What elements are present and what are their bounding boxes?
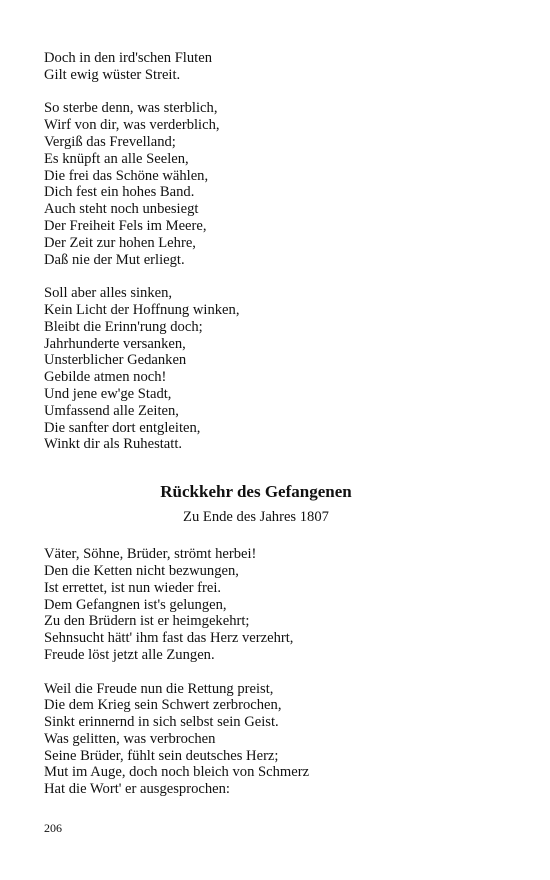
poem-continuation: [44, 50, 474, 453]
poem-subtitle: Zu Ende des Jahres 1807: [183, 509, 329, 526]
verse-line: Bleibt die Erinn'rung doch;: [44, 318, 203, 335]
verse-line: Umfassend alle Zeiten,: [44, 402, 179, 419]
verse-line: Wirf von dir, was verderblich,: [44, 117, 220, 134]
verse-line: Freude löst jetzt alle Zungen.: [44, 646, 215, 663]
verse-line: Winkt dir als Ruhestatt.: [44, 436, 183, 453]
verse-line: Kein Licht der Hoffnung winken,: [44, 301, 240, 318]
verse-line: Hat die Wort' er ausgesprochen:: [44, 781, 230, 798]
verse-line: Was gelitten, was verbrochen: [44, 730, 216, 747]
verse-line: Auch steht noch unbesiegt: [44, 201, 199, 218]
verse-line: Den die Ketten nicht bezwungen,: [44, 562, 239, 579]
poem-title: Rückkehr des Gefangenen: [160, 482, 352, 502]
stanza: [44, 546, 474, 664]
verse-line: Die sanfter dort entgleiten,: [44, 419, 201, 436]
verse-line: Weil die Freude nun die Rettung preist,: [44, 680, 274, 697]
verse-line: Mut im Auge, doch noch bleich von Schmerz: [44, 764, 310, 781]
verse-line: So sterbe denn, was sterblich,: [44, 100, 218, 117]
verse-line: Ist errettet, ist nun wieder frei.: [44, 579, 222, 596]
verse-line: Gebilde atmen noch!: [44, 369, 167, 386]
verse-line: Soll aber alles sinken,: [44, 285, 173, 302]
page-content: [44, 50, 474, 815]
page-number: 206: [44, 821, 62, 835]
stanza: [44, 285, 474, 453]
verse-line: Der Zeit zur hohen Lehre,: [44, 234, 196, 251]
verse-line: Seine Brüder, fühlt sein deutsches Herz;: [44, 747, 279, 764]
verse-line: Und jene ew'ge Stadt,: [44, 385, 172, 402]
stanza: [44, 50, 474, 84]
verse-line: Die dem Krieg sein Schwert zerbrochen,: [44, 697, 282, 714]
verse-line: Zu den Brüdern ist er heimgekehrt;: [44, 613, 250, 630]
verse-line: Sinkt erinnernd in sich selbst sein Geist.: [44, 714, 279, 731]
verse-line: Der Freiheit Fels im Meere,: [44, 217, 207, 234]
verse-line: Gilt ewig wüster Streit.: [44, 66, 181, 83]
poem-body: [44, 546, 474, 798]
stanza: [44, 100, 474, 268]
verse-line: Daß nie der Mut erliegt.: [44, 251, 185, 268]
verse-line: Sehnsucht hätt' ihm fast das Herz verzehrt,: [44, 630, 294, 647]
stanza: [44, 681, 474, 799]
verse-line: Die frei das Schöne wählen,: [44, 167, 209, 184]
verse-line: Dich fest ein hohes Band.: [44, 184, 195, 201]
verse-line: Väter, Söhne, Brüder, strömt herbei!: [44, 546, 257, 563]
verse-line: Vergiß das Frevelland;: [44, 133, 176, 150]
verse-line: Es knüpft an alle Seelen,: [44, 150, 189, 167]
verse-line: Jahrhunderte versanken,: [44, 335, 186, 352]
verse-line: Unsterblicher Gedanken: [44, 352, 187, 369]
verse-line: Doch in den ird'schen Fluten: [44, 50, 212, 66]
verse-line: Dem Gefangnen ist's gelungen,: [44, 596, 227, 613]
